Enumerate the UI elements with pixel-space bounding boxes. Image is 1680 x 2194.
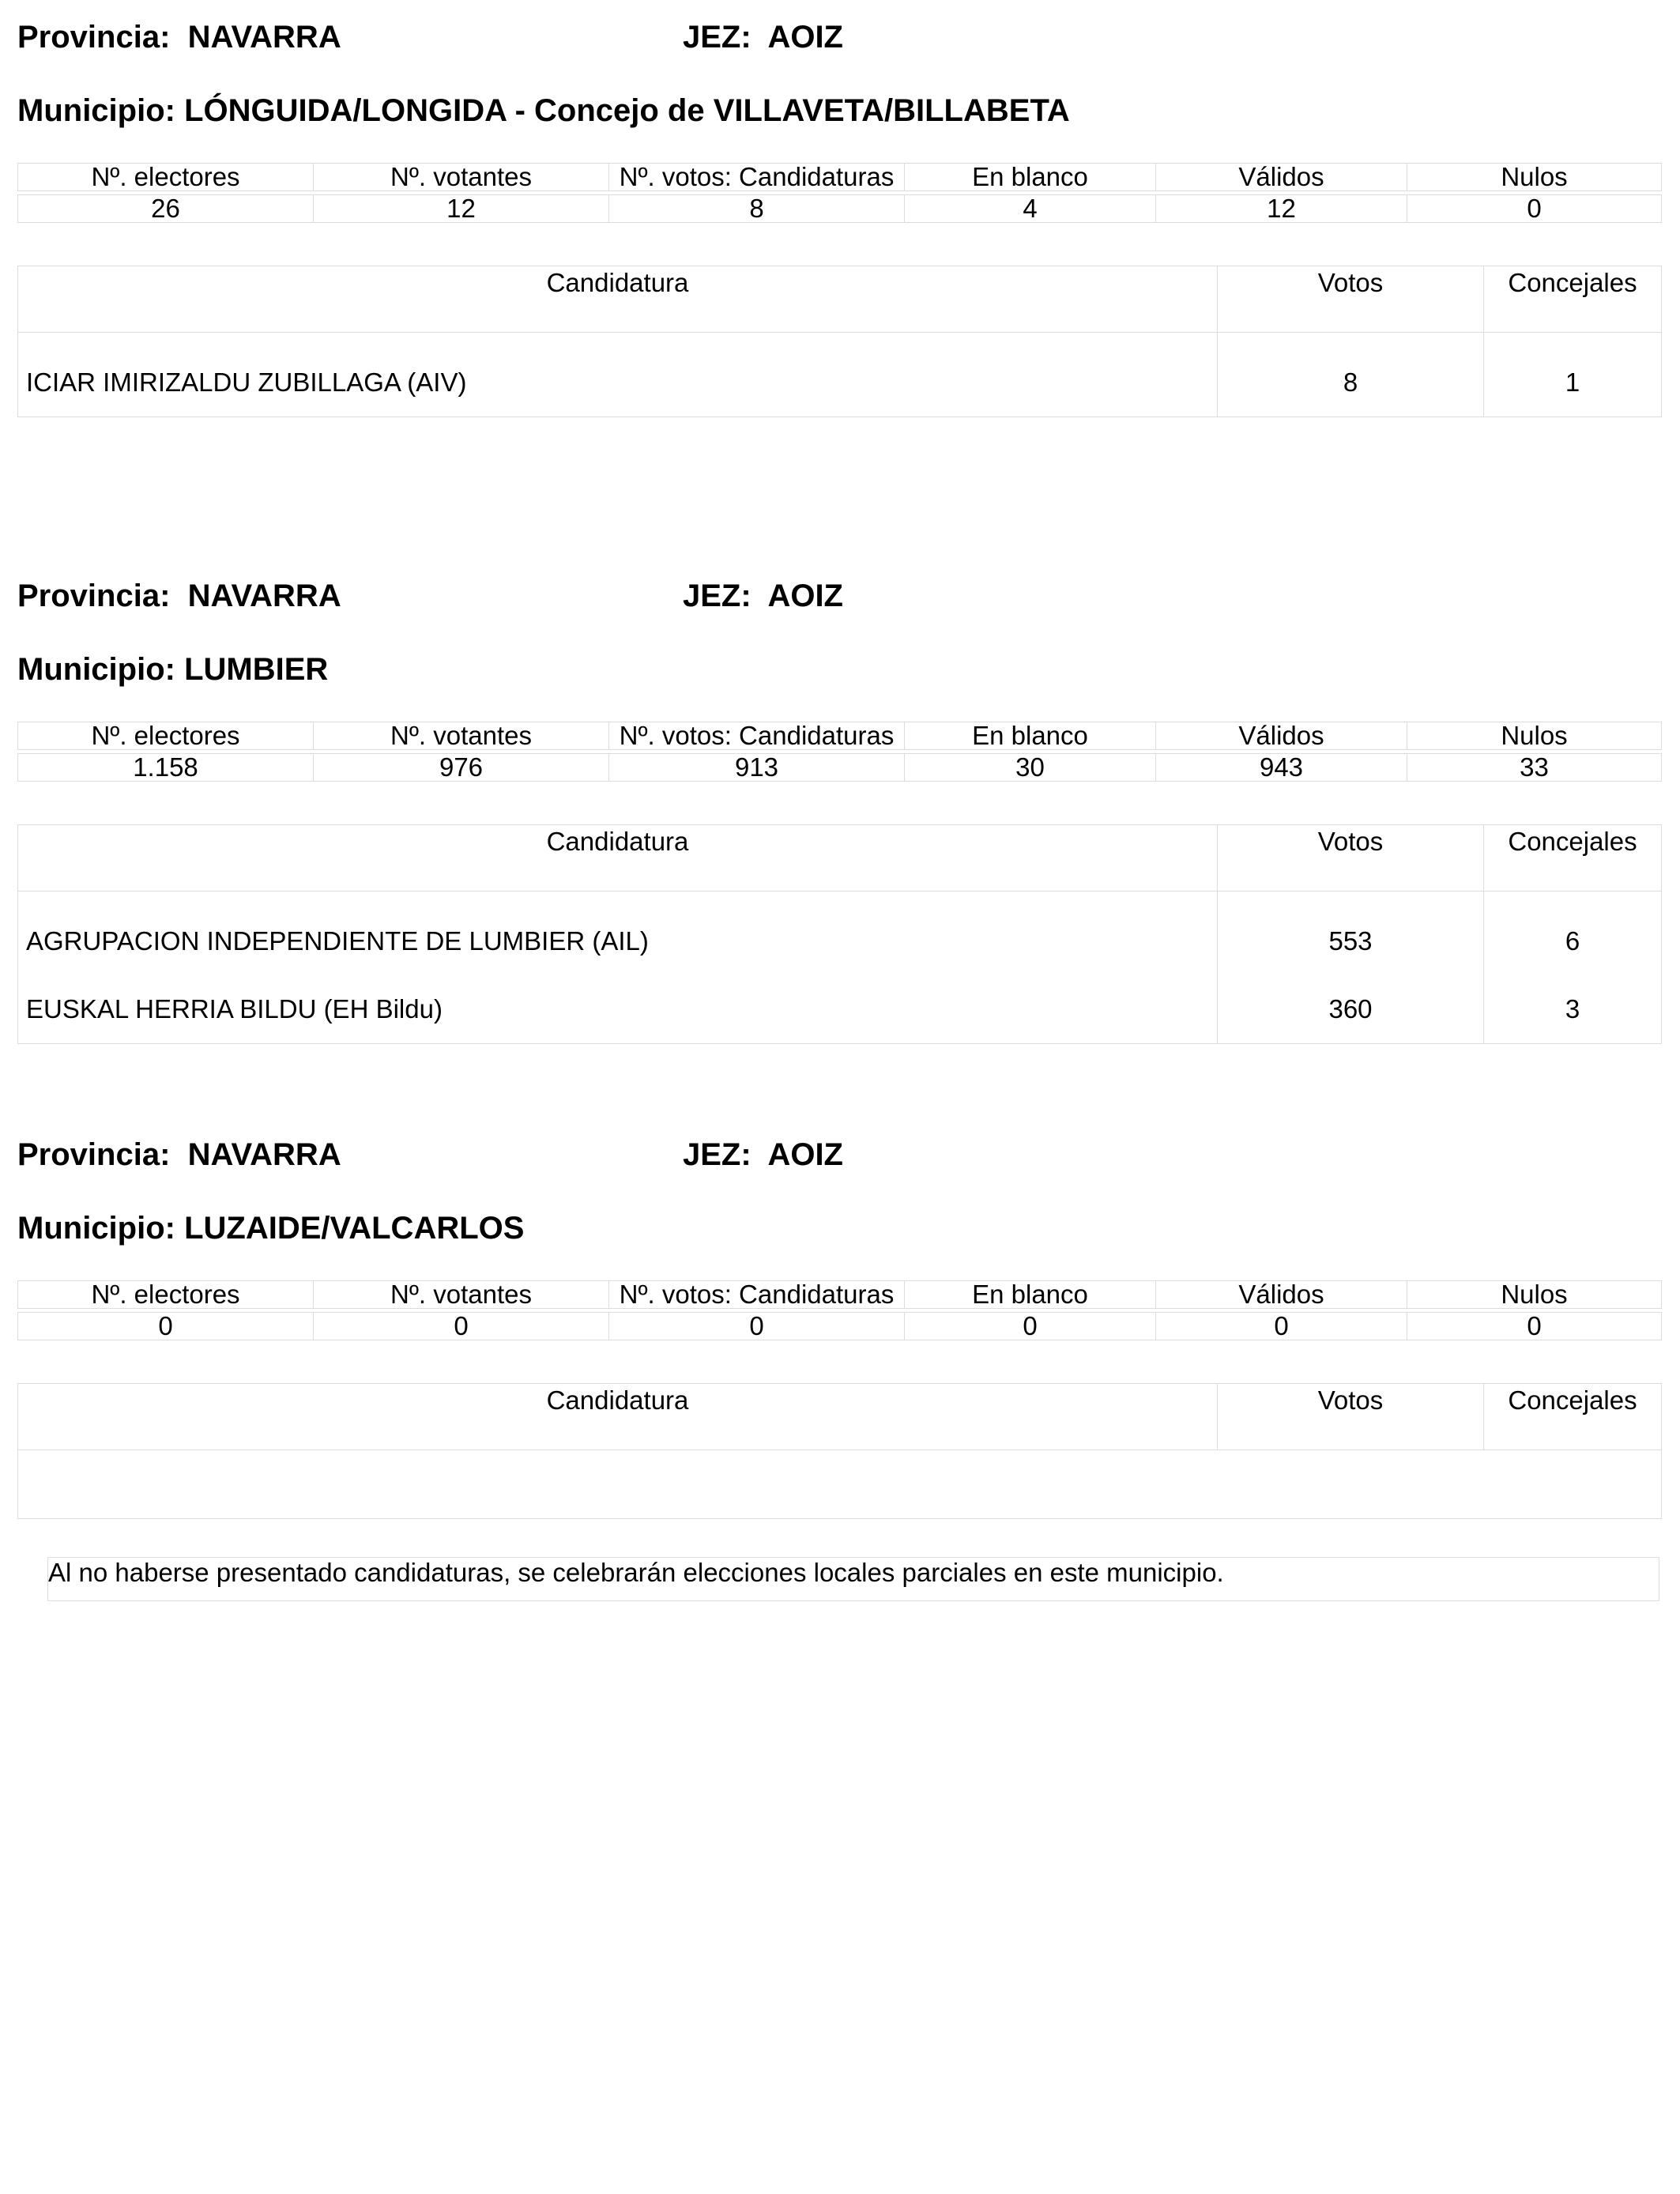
stats-value-nulos: 0 — [1407, 1313, 1662, 1340]
candidatura-name: AGRUPACION INDEPENDIENTE DE LUMBIER (AIL) — [18, 892, 1218, 976]
candidatura-row — [18, 892, 1662, 976]
municipio-value: LUMBIER — [184, 652, 329, 687]
jez-label: JEZ: — [683, 20, 751, 55]
stats-table — [17, 1280, 1662, 1340]
provincia-value: NAVARRA — [187, 579, 341, 613]
candidaturas-empty-row — [18, 1450, 1662, 1519]
municipio-label: Municipio: — [17, 652, 175, 687]
concejales-header: Concejales — [1484, 266, 1662, 333]
stats-header-votantes: Nº. votantes — [314, 1281, 609, 1309]
stats-header-votantes: Nº. votantes — [314, 722, 609, 750]
stats-value-votos-candidaturas: 913 — [609, 754, 905, 782]
stats-value-en-blanco: 0 — [905, 1313, 1156, 1340]
provincia-label: Provincia: — [17, 579, 171, 613]
stats-value-en-blanco: 4 — [905, 195, 1156, 223]
stats-header-validos: Válidos — [1156, 722, 1407, 750]
section-header — [17, 1137, 1661, 1185]
jez-value: AOIZ — [767, 1137, 843, 1172]
candidatura-concejales: 6 — [1484, 892, 1662, 976]
candidatura-header: Candidatura — [18, 1384, 1218, 1450]
stats-value-votos-candidaturas: 8 — [609, 195, 905, 223]
stats-header-en-blanco: En blanco — [905, 1281, 1156, 1309]
stats-header-row — [18, 164, 1662, 191]
stats-header-row — [18, 1281, 1662, 1309]
stats-value-votantes: 976 — [314, 754, 609, 782]
provincia-label: Provincia: — [17, 20, 171, 55]
candidatura-concejales: 1 — [1484, 333, 1662, 417]
candidatura-name: EUSKAL HERRIA BILDU (EH Bildu) — [18, 975, 1218, 1044]
stats-header-votos-candidaturas: Nº. votos: Candidaturas — [609, 1281, 905, 1309]
stats-value-nulos: 33 — [1407, 754, 1662, 782]
municipio-label: Municipio: — [17, 1211, 175, 1246]
stats-value-validos: 943 — [1156, 754, 1407, 782]
stats-value-votos-candidaturas: 0 — [609, 1313, 905, 1340]
stats-value-nulos: 0 — [1407, 195, 1662, 223]
jez-value: AOIZ — [767, 20, 843, 55]
provincia-line — [17, 579, 341, 614]
section-header — [17, 579, 1661, 626]
provincia-line — [17, 20, 341, 55]
votos-header: Votos — [1218, 1384, 1484, 1450]
candidatura-name: ICIAR IMIRIZALDU ZUBILLAGA (AIV) — [18, 333, 1218, 417]
jez-label: JEZ: — [683, 579, 751, 613]
stats-header-nulos: Nulos — [1407, 1281, 1662, 1309]
stats-table — [17, 163, 1662, 223]
stats-table — [17, 722, 1662, 782]
stats-header-nulos: Nulos — [1407, 722, 1662, 750]
candidaturas-header-row — [18, 1384, 1662, 1450]
stats-header-electores: Nº. electores — [18, 1281, 314, 1309]
stats-header-votos-candidaturas: Nº. votos: Candidaturas — [609, 722, 905, 750]
municipio-value: LÓNGUIDA/LONGIDA - Concejo de VILLAVETA/BILLABETA — [184, 93, 1070, 128]
stats-header-votantes: Nº. votantes — [314, 164, 609, 191]
stats-header-validos: Válidos — [1156, 1281, 1407, 1309]
stats-header-en-blanco: En blanco — [905, 722, 1156, 750]
jez-line — [683, 1137, 843, 1173]
municipio-title — [17, 652, 328, 688]
stats-header-validos: Válidos — [1156, 164, 1407, 191]
stats-value-row — [18, 195, 1662, 223]
municipio-title — [17, 93, 1070, 129]
candidatura-votos: 553 — [1218, 892, 1484, 976]
candidatura-row — [18, 333, 1662, 417]
candidaturas-header-row — [18, 266, 1662, 333]
stats-value-en-blanco: 30 — [905, 754, 1156, 782]
candidatura-votos: 8 — [1218, 333, 1484, 417]
votos-header: Votos — [1218, 825, 1484, 892]
stats-value-row — [18, 754, 1662, 782]
stats-value-validos: 0 — [1156, 1313, 1407, 1340]
concejales-header: Concejales — [1484, 1384, 1662, 1450]
parcial-elections-note: Al no haberse presentado candidaturas, se celebrarán elecciones locales parciales en este municipio. — [47, 1557, 1659, 1601]
section-header — [17, 20, 1661, 67]
jez-value: AOIZ — [767, 579, 843, 613]
stats-header-en-blanco: En blanco — [905, 164, 1156, 191]
municipio-title — [17, 1211, 524, 1246]
candidatura-header: Candidatura — [18, 266, 1218, 333]
jez-line — [683, 579, 843, 614]
stats-header-row — [18, 722, 1662, 750]
votos-header: Votos — [1218, 266, 1484, 333]
candidaturas-header-row — [18, 825, 1662, 892]
provincia-value: NAVARRA — [187, 1137, 341, 1172]
candidatura-row — [18, 975, 1662, 1044]
stats-value-electores: 26 — [18, 195, 314, 223]
stats-value-electores: 1.158 — [18, 754, 314, 782]
stats-value-validos: 12 — [1156, 195, 1407, 223]
candidatura-concejales: 3 — [1484, 975, 1662, 1044]
candidaturas-table — [17, 824, 1662, 1044]
stats-header-electores: Nº. electores — [18, 164, 314, 191]
stats-header-votos-candidaturas: Nº. votos: Candidaturas — [609, 164, 905, 191]
provincia-label: Provincia: — [17, 1137, 171, 1172]
stats-value-votantes: 12 — [314, 195, 609, 223]
candidaturas-table — [17, 1383, 1662, 1519]
candidaturas-table — [17, 266, 1662, 417]
stats-header-electores: Nº. electores — [18, 722, 314, 750]
municipio-value: LUZAIDE/VALCARLOS — [184, 1211, 525, 1246]
jez-label: JEZ: — [683, 1137, 751, 1172]
stats-value-row — [18, 1313, 1662, 1340]
stats-value-electores: 0 — [18, 1313, 314, 1340]
stats-value-votantes: 0 — [314, 1313, 609, 1340]
jez-line — [683, 20, 843, 55]
candidatura-votos: 360 — [1218, 975, 1484, 1044]
municipio-label: Municipio: — [17, 93, 175, 128]
concejales-header: Concejales — [1484, 825, 1662, 892]
candidatura-header: Candidatura — [18, 825, 1218, 892]
provincia-line — [17, 1137, 341, 1173]
stats-header-nulos: Nulos — [1407, 164, 1662, 191]
provincia-value: NAVARRA — [187, 20, 341, 55]
